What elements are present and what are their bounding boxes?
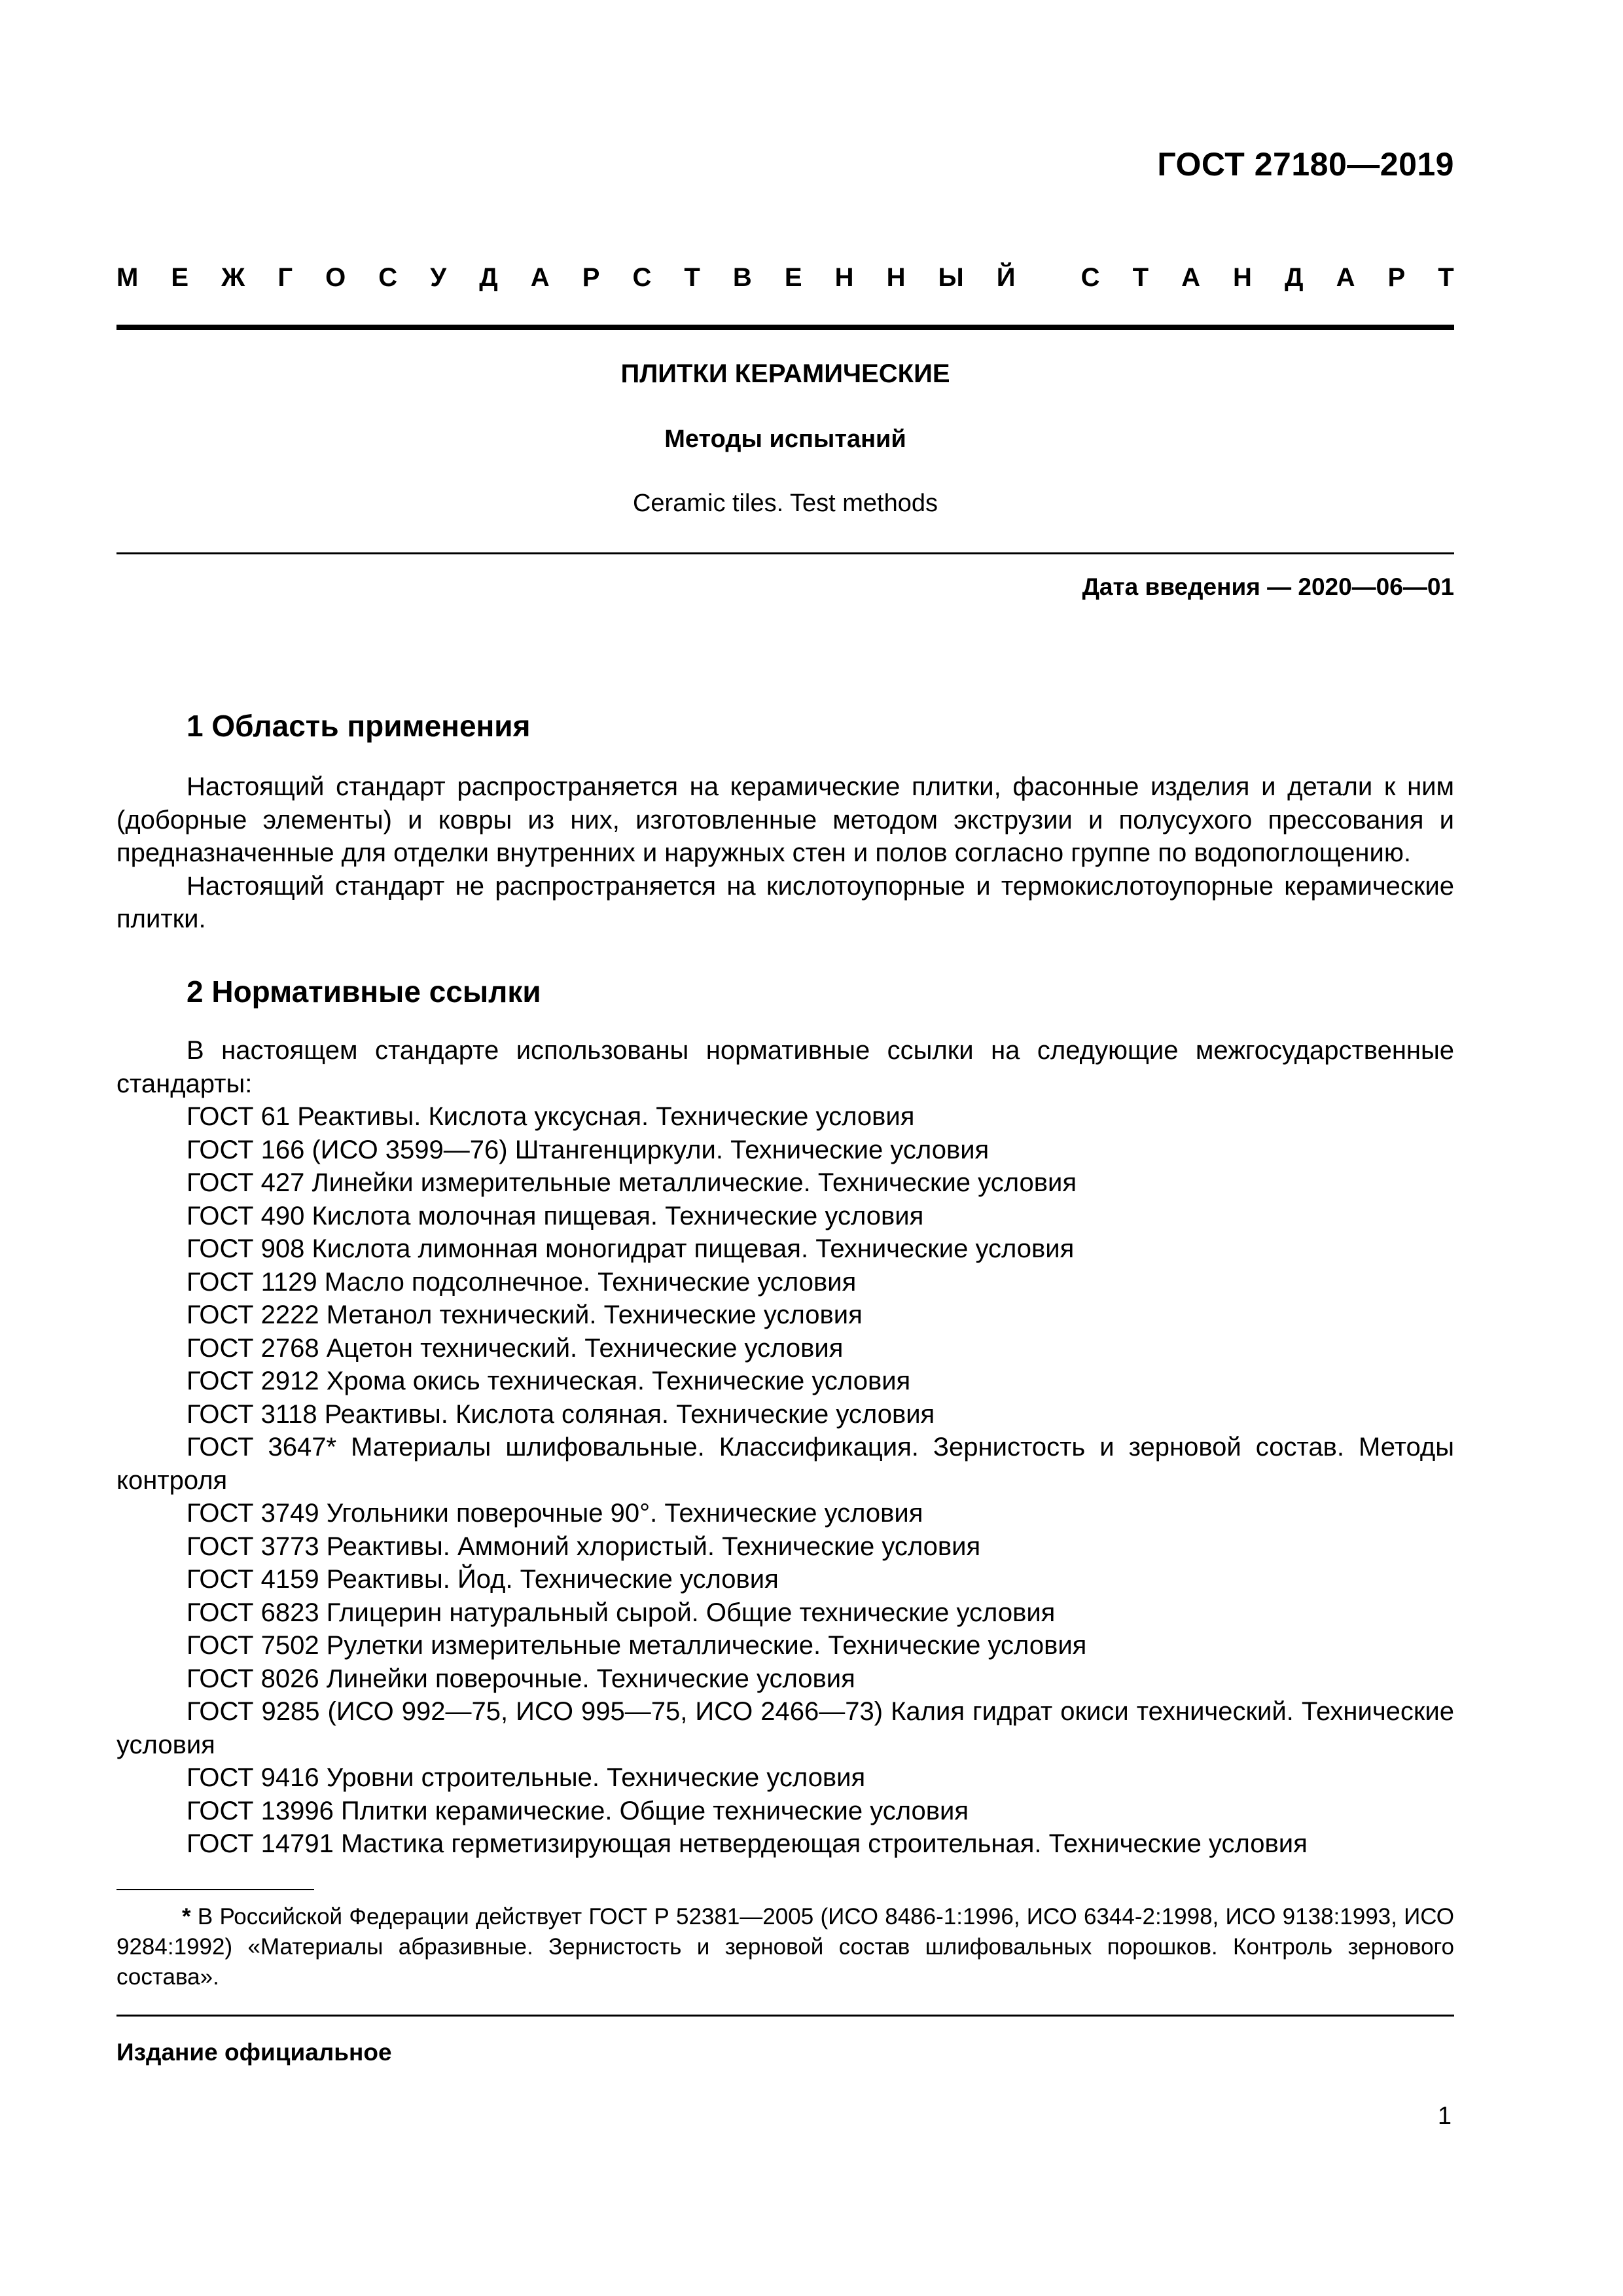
title-divider <box>116 552 1454 554</box>
heading-letter: Е <box>171 263 189 292</box>
section-2-intro: В настоящем стандарте использованы нормативные ссылки на следующие межгосударственные стандарты: <box>116 1036 1454 1098</box>
document-title: ПЛИТКИ КЕРАМИЧЕСКИЕ <box>620 359 950 388</box>
reference-item: ГОСТ 490 Кислота молочная пищевая. Технические условия <box>187 1201 924 1230</box>
reference-item: ГОСТ 13996 Плитки керамические. Общие технические условия <box>187 1796 969 1825</box>
reference-list <box>116 1100 1454 1861</box>
heading-letter: А <box>1336 263 1355 292</box>
heading-letter: О <box>325 263 346 292</box>
heading-letter: М <box>116 263 139 292</box>
section-1-heading: 1 Область применения <box>187 709 531 743</box>
reference-item: ГОСТ 2768 Ацетон технический. Технические условия <box>187 1333 844 1363</box>
heading-letter: У <box>430 263 447 292</box>
header-divider <box>116 325 1454 330</box>
heading-letter: С <box>1080 263 1100 292</box>
gost-number: ГОСТ 27180—2019 <box>1157 146 1454 183</box>
reference-item: ГОСТ 1129 Масло подсолнечное. Технические условия <box>187 1267 857 1297</box>
heading-letter: Н <box>834 263 854 292</box>
page-number: 1 <box>1437 2102 1452 2130</box>
document-subtitle: Методы испытаний <box>664 425 906 453</box>
footnote-mark: * <box>182 1904 191 1929</box>
section-1-paragraph: Настоящий стандарт распространяется на керамические плитки, фасонные изделия и детали к ним (доборные элементы) и ковры из них, изготовленные методом экструзии и полусухого прессования и предназначенные для отделки внутренних и наружных стен и полов согласно группе по водопоглощению. <box>116 772 1454 867</box>
heading-letter: Ж <box>221 263 245 292</box>
heading-letter: С <box>378 263 398 292</box>
reference-item: ГОСТ 61 Реактивы. Кислота уксусная. Технические условия <box>187 1102 915 1131</box>
introduction-date: Дата введения — 2020—06—01 <box>1082 573 1454 600</box>
section-1-body <box>116 770 1454 936</box>
reference-item: ГОСТ 8026 Линейки поверочные. Технические условия <box>187 1664 855 1693</box>
reference-item: ГОСТ 3749 Угольники поверочные 90°. Технические условия <box>187 1499 923 1528</box>
heading-letter: Р <box>582 263 600 292</box>
footnote-divider <box>116 1889 314 1890</box>
footnote-text: В Российской Федерации действует ГОСТ Р 52381—2005 (ИСО 8486-1:1996, ИСО 6344-2:1998, ИСО 9138:1993, ИСО 9284:1992) «Материалы абразивные. Зернистость и зерновой состав шлифовальных порошков. Контроль зернового состава». <box>116 1904 1454 1990</box>
heading-letter: А <box>530 263 550 292</box>
reference-item: ГОСТ 166 (ИСО 3599—76) Штангенциркули. Технические условия <box>187 1135 990 1164</box>
reference-item: ГОСТ 3773 Реактивы. Аммоний хлористый. Технические условия <box>187 1532 981 1561</box>
heading-letter: Ы <box>938 263 964 292</box>
heading-letter: Д <box>479 263 498 292</box>
reference-item: ГОСТ 2222 Метанол технический. Технические условия <box>187 1300 863 1329</box>
heading-letter: Д <box>1285 263 1304 292</box>
reference-item: ГОСТ 3118 Реактивы. Кислота соляная. Технические условия <box>187 1399 935 1429</box>
reference-item: ГОСТ 427 Линейки измерительные металлические. Технические условия <box>187 1168 1077 1197</box>
heading-letter: Г <box>277 263 293 292</box>
reference-item: ГОСТ 9416 Уровни строительные. Технические условия <box>187 1763 866 1792</box>
reference-item: ГОСТ 6823 Глицерин натуральный сырой. Общие технические условия <box>187 1598 1056 1627</box>
reference-item: ГОСТ 2912 Хрома окись техническая. Технические условия <box>187 1367 911 1395</box>
reference-item: ГОСТ 908 Кислота лимонная моногидрат пищевая. Технические условия <box>187 1234 1075 1263</box>
reference-item: ГОСТ 3647* Материалы шлифовальные. Классификация. Зернистость и зерновой состав. Методы контроля <box>116 1433 1454 1495</box>
heading-letter: Р <box>1387 263 1406 292</box>
reference-item: ГОСТ 4159 Реактивы. Йод. Технические условия <box>187 1565 779 1594</box>
heading-letter: С <box>632 263 652 292</box>
heading-letter: Т <box>1132 263 1149 292</box>
reference-item: ГОСТ 7502 Рулетки измерительные металлические. Технические условия <box>187 1631 1087 1660</box>
footnote <box>116 1902 1454 1992</box>
interstate-standard-heading <box>116 263 1454 293</box>
heading-letter: Е <box>784 263 802 292</box>
heading-letter: Т <box>684 263 700 292</box>
section-2-body <box>116 1034 1454 1861</box>
section-2-heading: 2 Нормативные ссылки <box>187 975 541 1009</box>
heading-letter: Т <box>1438 263 1454 292</box>
document-title-english: Ceramic tiles. Test methods <box>632 490 938 517</box>
heading-letter: Н <box>1233 263 1252 292</box>
heading-letter: А <box>1181 263 1200 292</box>
heading-letter: В <box>732 263 752 292</box>
section-1-paragraph: Настоящий стандарт не распространяется на кислотоупорные и термокислотоупорные керамические плитки. <box>116 871 1454 933</box>
heading-letter: Й <box>996 263 1016 292</box>
official-edition-label: Издание официальное <box>116 2039 392 2066</box>
reference-item: ГОСТ 9285 (ИСО 992—75, ИСО 995—75, ИСО 2466—73) Калия гидрат окиси технический. Технические условия <box>116 1697 1454 1759</box>
reference-item: ГОСТ 14791 Мастика герметизирующая нетвердеющая строительная. Технические условия <box>187 1829 1308 1858</box>
heading-letter: Н <box>886 263 906 292</box>
footer-divider <box>116 2015 1454 2017</box>
